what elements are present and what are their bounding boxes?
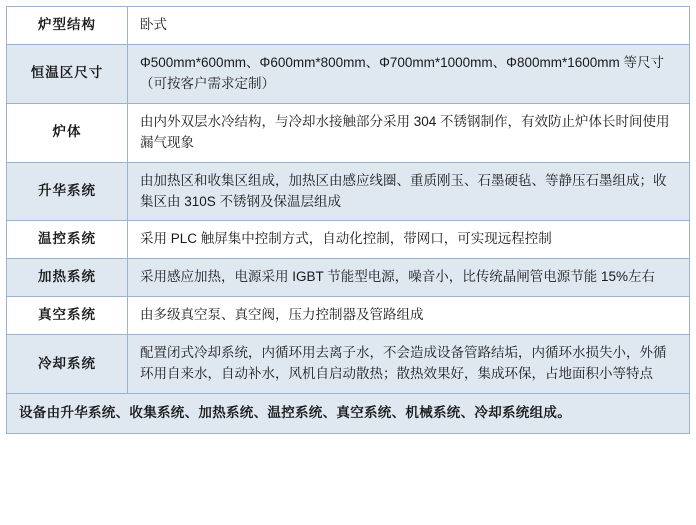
row-label: 升华系统	[7, 162, 128, 221]
row-label: 温控系统	[7, 221, 128, 259]
row-label: 炉型结构	[7, 7, 128, 45]
table-footer-text: 设备由升华系统、收集系统、加热系统、温控系统、真空系统、机械系统、冷却系统组成。	[7, 394, 690, 434]
row-value: 配置闭式冷却系统，内循环用去离子水，不会造成设备管路结垢，内循环水损失小，外循环用自来水，自动补水，风机自启动散热；散热效果好，集成环保，占地面积小等特点	[128, 335, 690, 394]
row-value: 由内外双层水冷结构，与冷却水接触部分采用 304 不锈钢制作，有效防止炉体长时间使用漏气现象	[128, 103, 690, 162]
specification-table	[6, 6, 690, 434]
row-value: 由多级真空泵、真空阀，压力控制器及管路组成	[128, 297, 690, 335]
table-row	[7, 259, 690, 297]
row-value: Φ500mm*600mm、Φ600mm*800mm、Φ700mm*1000mm、Φ800mm*1600mm 等尺寸（可按客户需求定制）	[128, 44, 690, 103]
row-label: 恒温区尺寸	[7, 44, 128, 103]
table-row	[7, 221, 690, 259]
table-row	[7, 335, 690, 394]
row-label: 真空系统	[7, 297, 128, 335]
row-label: 炉体	[7, 103, 128, 162]
row-value: 采用感应加热，电源采用 IGBT 节能型电源，噪音小，比传统晶闸管电源节能 15%左右	[128, 259, 690, 297]
row-value: 卧式	[128, 7, 690, 45]
row-value: 由加热区和收集区组成，加热区由感应线圈、重质刚玉、石墨硬毡、等静压石墨组成；收集区由 310S 不锈钢及保温层组成	[128, 162, 690, 221]
table-row	[7, 44, 690, 103]
row-value: 采用 PLC 触屏集中控制方式，自动化控制，带网口，可实现远程控制	[128, 221, 690, 259]
table-row	[7, 297, 690, 335]
table-row	[7, 7, 690, 45]
row-label: 加热系统	[7, 259, 128, 297]
table-row	[7, 103, 690, 162]
table-footer-row	[7, 394, 690, 434]
row-label: 冷却系统	[7, 335, 128, 394]
table-row	[7, 162, 690, 221]
